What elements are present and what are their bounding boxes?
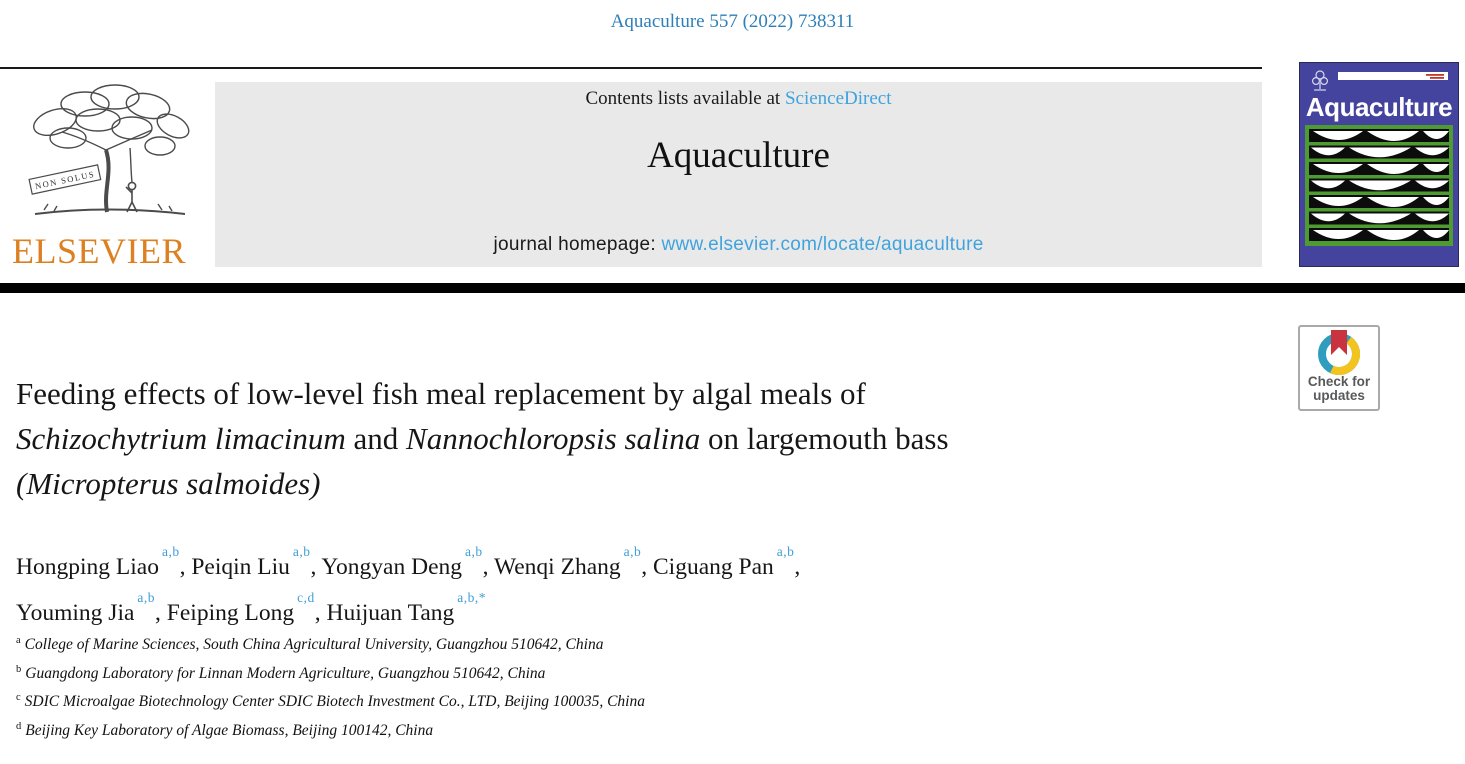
elsevier-logo[interactable] <box>10 80 205 270</box>
affiliation-list <box>16 629 1116 743</box>
homepage-prefix: journal homepage: <box>493 234 662 255</box>
tree-figure <box>126 182 137 212</box>
svg-text:NON SOLUS: NON SOLUS <box>34 168 96 192</box>
author-name: Peiqin Liu <box>191 553 290 580</box>
author-name: Ciguang Pan <box>653 553 774 580</box>
journal-header-box <box>215 82 1262 267</box>
affiliation-c: $^c$ SDIC Microalgae Biotechnology Center SDIC Biotech Investment Co., LTD, Beijing 100035, China <box>16 692 645 711</box>
check-for-updates-badge[interactable] <box>1298 325 1380 411</box>
author-name: Yongyan Deng <box>321 553 462 580</box>
header-top-rule <box>0 67 1262 69</box>
header-bottom-bar <box>0 283 1465 293</box>
contents-line-prefix: Contents lists available at <box>585 88 785 109</box>
author-affil-sup[interactable]: c,d <box>297 589 315 605</box>
title-line3: (Micropterus salmoides) <box>16 466 321 501</box>
crossmark-icon <box>1298 327 1380 375</box>
author-affil-sup[interactable]: a,b,* <box>457 589 487 605</box>
contents-line <box>215 88 1262 110</box>
journal-title: Aquaculture <box>647 135 830 176</box>
author-affil-sup[interactable]: a,b <box>292 544 311 559</box>
journal-citation-link[interactable]: Aquaculture 557 (2022) 738311 <box>610 11 855 32</box>
title-line1: Feeding effects of low-level fish meal replacement by algal meals of <box>16 376 866 411</box>
author-affil-sup[interactable]: a,b <box>161 544 180 559</box>
affiliation-a: $^a$ College of Marine Sciences, South China Agricultural University, Guangzhou 510642, China <box>16 635 604 654</box>
journal-homepage-line <box>215 234 1262 256</box>
author-affil-sup[interactable]: a,b <box>623 544 642 559</box>
author-affil-sup[interactable]: a,b <box>137 589 156 605</box>
journal-cover-art <box>1300 63 1458 266</box>
author-name: Wenqi Zhang <box>493 553 621 580</box>
article-title <box>16 371 1256 506</box>
author-affil-sup[interactable]: a,b <box>465 544 483 559</box>
non-solus-banner <box>29 165 101 194</box>
check-updates-label-line1: Check for <box>1307 374 1371 389</box>
elsevier-tree-logo <box>10 80 205 230</box>
author-name: Hongping Liao <box>16 553 159 580</box>
author-list <box>16 541 1216 633</box>
check-updates-label-line2: updates <box>1313 388 1365 403</box>
author-affil-sup[interactable]: a,b <box>776 544 795 559</box>
title-line2: Schizochytrium limacinum and Nannochloropsis salina on largemouth bass <box>16 421 949 456</box>
author-line-2: Youming Jia$^{a,b}$, Feiping Long$^{c,d}$, Huijuan Tang$^{a,b,*}$ <box>16 589 487 626</box>
affiliation-d: $^d$ Beijing Key Laboratory of Algae Biomass, Beijing 100142, China <box>16 720 434 739</box>
author-name: Feiping Long <box>166 599 295 626</box>
author-line-1: Hongping Liao$^{a,b}$, Peiqin Liu$^{a,b}$, Yongyan Deng$^{a,b}$, Wenqi Zhang$^{a,b}$, Ciguang Pan$^{a,b}$, <box>16 544 801 580</box>
svg-text:Aquaculture: Aquaculture <box>1305 92 1453 122</box>
sciencedirect-link[interactable]: ScienceDirect <box>784 88 892 109</box>
elsevier-wordmark: ELSEVIER <box>12 231 186 271</box>
author-name: Youming Jia <box>16 599 135 626</box>
journal-cover[interactable] <box>1299 62 1459 267</box>
author-name: Huijuan Tang <box>326 599 455 626</box>
affiliation-b: $^b$ Guangdong Laboratory for Linnan Modern Agriculture, Guangzhou 510642, China <box>16 663 546 682</box>
journal-homepage-link[interactable]: www.elsevier.com/locate/aquaculture <box>661 234 984 255</box>
